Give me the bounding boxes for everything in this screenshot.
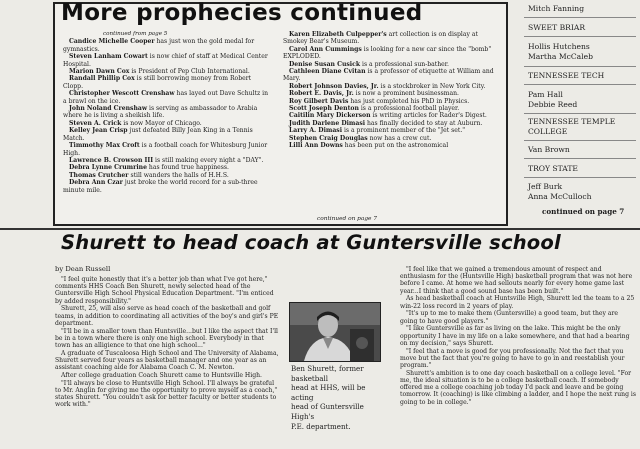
prophecy-entry: [283, 142, 499, 149]
prophecy-entry: [283, 90, 499, 97]
prophecy-entry: [283, 46, 499, 61]
prophecy-entry: [283, 61, 499, 68]
prophecy-text: is writing articles for Rader's Digest.: [370, 112, 487, 120]
prophecy-text: has layed out Dave Schultz in a brawl on the ice.: [63, 90, 268, 105]
story-paragraph: "I feel that a move is good for you professionally. Not the fact that you move but the fact that you're going to have to go in and reestablish your program.": [400, 347, 625, 370]
prophecy-name: Steven A. Crick: [69, 119, 122, 127]
prophecy-name: Thomas Crutcher: [69, 171, 129, 179]
prophecy-text: still wanders the halls of H.H.S.: [128, 171, 229, 179]
prophecy-name: John Noland Crenshaw: [69, 105, 148, 113]
sidebar-entry: Van Brown: [528, 145, 570, 154]
prophecy-name: Robert Johnson Davies, Jr.: [289, 82, 379, 90]
prophecy-name: Roy Gilbert Davis: [289, 97, 349, 105]
sidebar-divider: [524, 158, 636, 159]
prophecy-entry: [63, 142, 271, 157]
story-paragraph: "I like Guntersville as far as living on the lake. This might be the only opportunity I have in my life on a lake somewhere, and that had a bearing on my decision," says Shurett.: [400, 325, 630, 347]
sidebar-entry: Jeff Burk: [528, 182, 563, 191]
prophecy-text: is a professional sun-bather.: [360, 60, 449, 68]
prophecy-list-b: [283, 31, 499, 150]
prophecy-name: Lilli Ann Downs: [289, 142, 343, 150]
sidebar-entry: Debbie Reed: [528, 100, 578, 109]
sidebar-divider: [524, 66, 636, 67]
sidebar-divider: [524, 140, 636, 141]
sidebar-entry: TROY STATE: [528, 164, 578, 173]
continued-on-note: continued on page 7: [317, 216, 378, 222]
story-paragraph: Shurett, 25, will also serve as head coach of the basketball and golf teams, in addition to coordinating all activities of the boy's and girl's PE department.: [55, 305, 279, 327]
prophecy-name: Denise Susan Cusick: [289, 60, 361, 68]
sidebar-entry: Martha McCaleb: [528, 52, 593, 61]
story-headline: Shurett to head coach at Guntersville school: [61, 231, 561, 254]
prophecy-name: Steven Lanham Cowart: [69, 53, 148, 61]
sidebar-divider: [524, 113, 636, 114]
sidebar-divider: [524, 177, 636, 178]
prophecy-entry: [283, 135, 499, 142]
section-rule: [0, 228, 640, 230]
prophecy-text: is now a prominent businessman.: [353, 90, 459, 98]
sidebar-entry: TENNESSEE TEMPLE: [528, 117, 616, 126]
story-paragraph: "It's up to me to make them (Guntersville) a good team, but they are going to have good players.": [400, 310, 619, 325]
prophecy-text: is now Mayor of Chicago.: [121, 119, 202, 127]
sidebar-divider: [524, 17, 636, 18]
prophecy-entry: [283, 105, 499, 112]
prophecy-name: Marion Dawn Cox: [69, 68, 130, 76]
prophecy-text: is serving as ambassador to Arabia where he is living a sheikish life.: [63, 105, 258, 120]
prophecy-text: is now chief of staff at Medical Center Hospital.: [63, 53, 268, 68]
prophecy-entry: [283, 112, 499, 119]
sidebar-entry: Anna McCulloch: [528, 192, 592, 201]
prophecy-text: is a football coach for Whitesburg Junior High.: [63, 142, 268, 157]
story-paragraph: "I feel quite honestly that it's a better job than what I've got here," comments HHS Coach Ben Shurett, newly selected head of the Guntersville High School Physical Education Department. "I'm enticed by added responsibility.": [55, 276, 274, 305]
prophecy-name: Robert E. Davis, Jr.: [289, 90, 354, 98]
prophecy-entry: [63, 157, 271, 164]
prophecy-entry: [63, 164, 271, 171]
prophecy-text: is a stockbroker in New York City.: [378, 82, 486, 90]
prophecy-text: is a professional football player.: [358, 105, 460, 113]
prophecy-text: art collection is on display at Smokey Bear's Museum.: [283, 31, 478, 46]
prophecy-entry: [63, 179, 271, 194]
sidebar-entry: Hollis Hutchens: [528, 42, 590, 51]
prophecy-entry: [283, 83, 499, 90]
sidebar-entry: Pam Hall: [528, 90, 563, 99]
story-paragraph: As head basketball coach at Huntsville High, Shurett led the team to a 25 win-22 loss record in 2 years of play.: [400, 295, 635, 310]
caption-line: head at HHS, will be acting: [291, 383, 366, 402]
prophecy-entry: [283, 127, 499, 134]
prophecy-text: is still making every night a "DAY".: [153, 156, 264, 164]
prophecy-name: Karen Elizabeth Culpepper's: [289, 31, 387, 38]
caption-line: head of Guntersville High's: [291, 402, 364, 421]
prophecy-text: is a prominent member of the "Jet set.": [342, 127, 466, 135]
prophecy-entry: [63, 90, 271, 105]
sidebar-divider: [524, 84, 636, 85]
prophecy-name: Scott Joseph Denton: [289, 105, 359, 113]
prophecy-entry: [63, 75, 271, 90]
prophecy-entry: [283, 31, 499, 46]
prophecies-column-a: [63, 31, 271, 194]
prophecies-headline: More prophecies continued: [61, 0, 423, 26]
prophecy-name: Lawrence B. Crowson III: [69, 156, 154, 164]
prophecy-name: Randall Phillip Cox: [69, 75, 135, 83]
continued-from-note: continued from page 5: [103, 31, 168, 37]
sidebar-entry: COLLEGE: [528, 127, 568, 136]
prophecy-text: just broke the world record for a sub-three minute mile.: [63, 179, 258, 194]
prophecy-name: Caitilin Mary Dickerson: [289, 112, 371, 120]
sidebar-entry: TENNESSEE TECH: [528, 71, 605, 80]
prophecy-name: Carol Ann Cummings: [289, 45, 362, 53]
caption-line: P.E. department.: [291, 421, 351, 431]
prophecy-text: just defeated Billy Jean King in a Tennis Match.: [63, 127, 253, 142]
prophecy-entry: [63, 68, 271, 75]
byline: by Dean Russell: [55, 265, 111, 273]
story-paragraph: "I'll always be close to Huntsville High School. I'll always be grateful to Mr. Anglin for giving me the opportunity to prove myself as a coach," states Shurett. "You couldn't ask for better faculty or better students to work with.": [55, 379, 278, 409]
story-paragraph: Shurett's ambition is to one day coach basketball on a college level. "For me, the ideal situation is to be a college basketball coach. If somebody offered me a college coaching job today I'd pack and leave and be going tomorrow. It (coaching) is like climbing a ladder, and I hope the next rung is going to be in college.": [400, 369, 636, 406]
prophecy-text: now has a crew cut.: [367, 134, 432, 142]
sidebar-divider: [524, 36, 636, 37]
prophecy-entry: [63, 172, 271, 179]
photo-caption: [291, 364, 389, 431]
college-sidebar: [524, 0, 640, 226]
prophecy-entry: [63, 120, 271, 127]
story-paragraph: A graduate of Tuscaloosa High School and The University of Alabama, Shurett served four years as basketball manager and one year as an assistant coaching aide for Alabama Coach C. M. Newton.: [55, 349, 279, 372]
prophecy-entry: [63, 53, 271, 68]
prophecy-text: is still borrowing money from Robert Clopp.: [63, 75, 252, 90]
prophecy-entry: [283, 120, 499, 127]
caption-line: Ben Shurett, former basketball: [291, 364, 364, 383]
sidebar-entry: SWEET BRIAR: [528, 23, 586, 32]
story-column-1: [55, 276, 281, 409]
prophecy-text: is looking for a new car since the "bomb" EXPLODED.: [283, 45, 492, 61]
prophecy-text: has found true happiness.: [146, 164, 229, 172]
story-paragraph: "I feel like that we gained a tremendous amount of respect and enthusiasm for the (Huntsville High) basketball program that was not here before I came. At home we had sellouts nearly for every home game last year...I think that a good sound base has been built.": [400, 266, 633, 295]
prophecy-list-a: [63, 38, 271, 194]
prophecy-entry: [63, 127, 271, 142]
prophecy-name: Debra Ann Czar: [69, 179, 123, 187]
prophecy-name: Kelley Jean Crisp: [69, 127, 128, 135]
prophecies-column-b: [283, 31, 499, 150]
prophecies-box: [53, 2, 508, 226]
prophecy-name: Christopher Wescott Crenshaw: [69, 90, 175, 98]
prophecy-name: Larry A. Dimasi: [289, 127, 343, 135]
story-paragraph: After college graduation Coach Shurett came to Huntsville High.: [61, 372, 262, 380]
prophecy-entry: [283, 98, 499, 105]
prophecy-name: Stephen Craig Douglas: [289, 134, 368, 142]
coach-photo: [289, 302, 381, 362]
sidebar-continued-note: continued on page 7: [542, 207, 625, 216]
prophecy-text: has just won the gold medal for gymnastics.: [63, 38, 255, 53]
coach-portrait-icon: [290, 303, 380, 361]
story-column-2: [400, 266, 636, 406]
prophecy-entry: [63, 38, 271, 53]
prophecy-name: Debra Lynne Crumrine: [69, 164, 147, 172]
prophecy-name: Candice Michelle Cooper: [69, 38, 155, 46]
prophecy-entry: [63, 105, 271, 120]
prophecy-text: has been put on the astronomical: [342, 142, 449, 150]
prophecy-text: is President of Pep Club International.: [129, 68, 250, 76]
prophecy-name: Cathleen Diane Cvitan: [289, 68, 366, 76]
sidebar-entry: Mitch Fanning: [528, 4, 585, 13]
prophecy-text: has finally decided to stay at Auburn.: [365, 119, 483, 127]
prophecy-name: Timmothy Max Croft: [69, 142, 140, 150]
prophecy-name: Judith Darlene Dimasi: [289, 119, 366, 127]
story-paragraph: "I'll be in a smaller town than Huntsville...but I like the aspect that I'll be in a town where there is only one high school. Everybody in that town has an alligience to that one high school...": [55, 327, 278, 350]
prophecy-text: has just completed his PhD in Physics.: [348, 97, 470, 105]
prophecy-text: is a professor of etiquette at William and Mary.: [283, 68, 494, 83]
prophecy-entry: [283, 68, 499, 83]
